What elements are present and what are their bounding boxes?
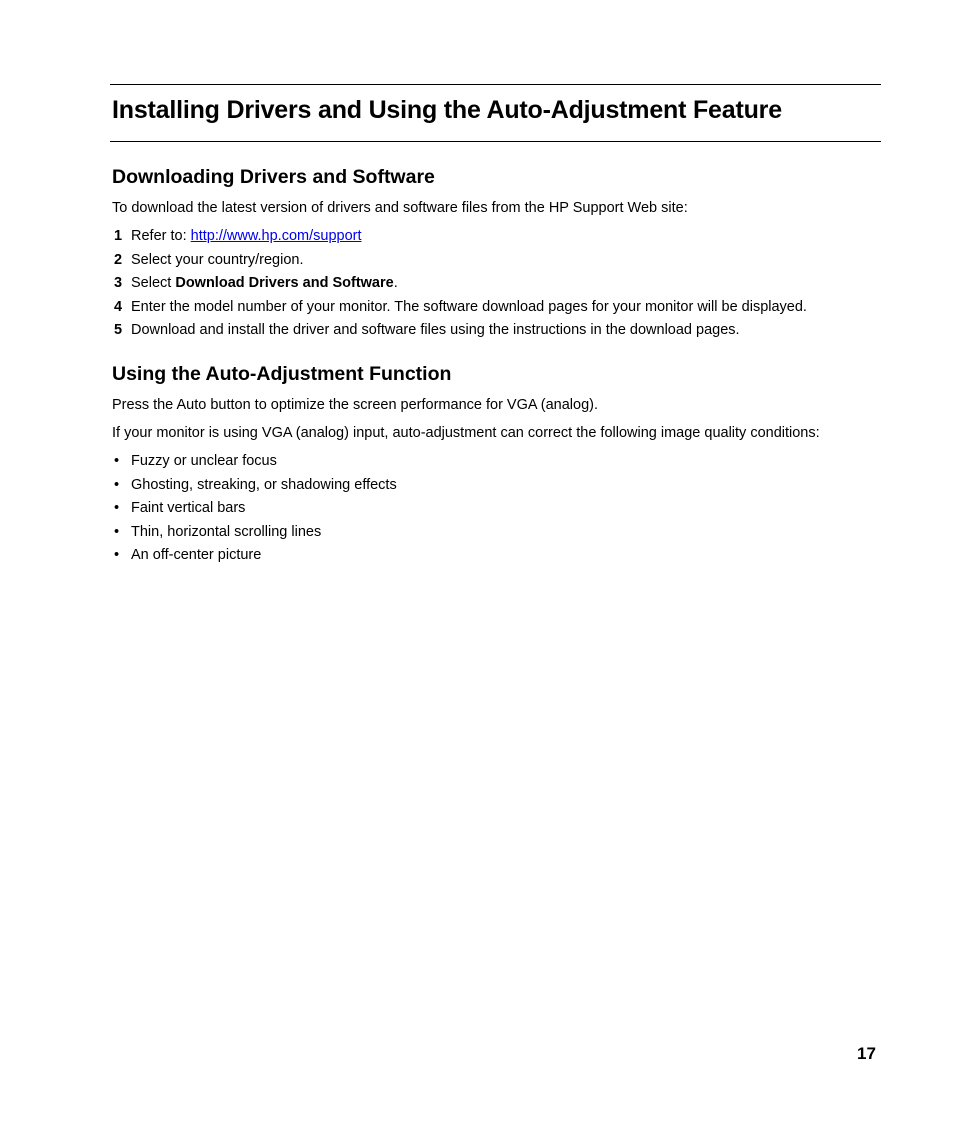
auto-conditions-paragraph: If your monitor is using VGA (analog) input, auto-adjustment can correct the following image quality conditions: bbox=[112, 425, 820, 441]
list-item bbox=[112, 499, 397, 523]
step-suffix: . bbox=[393, 275, 398, 291]
download-steps-list bbox=[112, 227, 807, 345]
step-number: 1 bbox=[114, 228, 123, 244]
step-text: Enter the model number of your monitor. The software download pages for your monitor will be displayed. bbox=[131, 298, 807, 315]
list-item-text: Thin, horizontal scrolling lines bbox=[131, 523, 322, 540]
list-item-text: Faint vertical bars bbox=[131, 500, 246, 516]
list-item bbox=[112, 452, 397, 476]
list-item bbox=[112, 476, 397, 500]
auto-button-paragraph: Press the Auto button to optimize the screen performance for VGA (analog). bbox=[112, 397, 599, 413]
step-text: Select your country/region. bbox=[131, 251, 304, 268]
title-bottom-rule bbox=[110, 141, 881, 142]
step-item bbox=[112, 251, 807, 275]
list-item bbox=[112, 546, 397, 570]
list-item-text: An off-center picture bbox=[131, 547, 262, 563]
download-intro: To download the latest version of drivers and software files from the HP Support Web site: bbox=[112, 200, 688, 216]
step-item bbox=[112, 227, 807, 251]
bullet-icon: • bbox=[114, 523, 120, 540]
hp-support-link[interactable]: http://www.hp.com/support bbox=[190, 228, 362, 244]
page-title: Installing Drivers and Using the Auto-Adjustment Feature bbox=[112, 96, 782, 124]
bullet-icon: • bbox=[114, 453, 120, 469]
step-item bbox=[112, 298, 807, 322]
list-item bbox=[112, 523, 397, 547]
step-number: 3 bbox=[114, 275, 123, 291]
page-number: 17 bbox=[857, 1044, 876, 1063]
step-text: Refer to: bbox=[131, 228, 191, 244]
bullet-icon: • bbox=[114, 500, 120, 516]
step-number: 4 bbox=[114, 298, 123, 315]
step-text: Download and install the driver and software files using the instructions in the download pages. bbox=[131, 322, 740, 338]
bullet-icon: • bbox=[114, 476, 120, 493]
list-item-text: Ghosting, streaking, or shadowing effects bbox=[131, 476, 397, 493]
title-top-rule bbox=[110, 84, 881, 85]
list-item-text: Fuzzy or unclear focus bbox=[131, 453, 277, 469]
step-item bbox=[112, 321, 807, 345]
step-number: 5 bbox=[114, 322, 123, 338]
step-bold-text: Download Drivers and Software bbox=[175, 275, 394, 291]
step-item bbox=[112, 274, 807, 298]
step-text: Select bbox=[131, 275, 176, 291]
section-heading-downloading: Downloading Drivers and Software bbox=[112, 166, 435, 188]
conditions-list bbox=[112, 452, 397, 570]
section-heading-auto-adjustment: Using the Auto-Adjustment Function bbox=[112, 363, 452, 385]
bullet-icon: • bbox=[114, 547, 120, 563]
step-number: 2 bbox=[114, 251, 123, 268]
